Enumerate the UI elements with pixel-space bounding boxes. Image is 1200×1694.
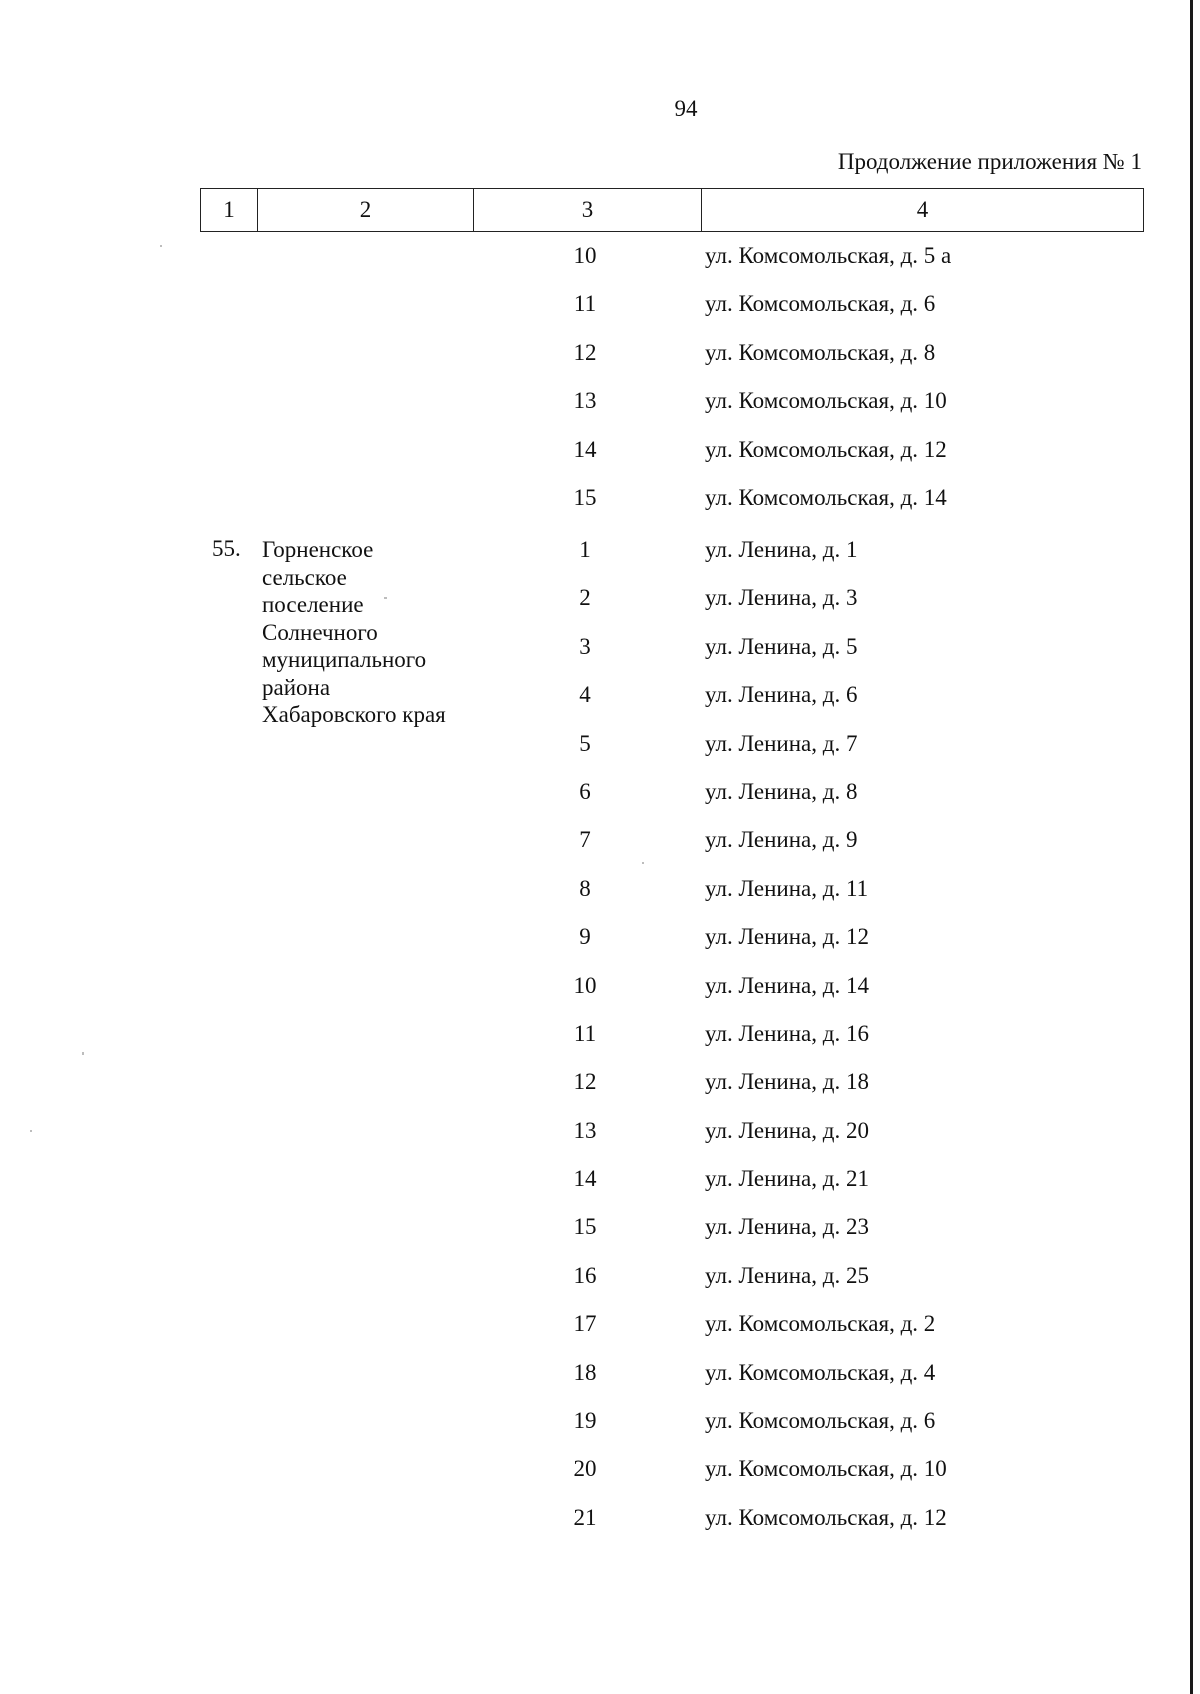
row-number: 12	[573, 339, 597, 365]
row-address: ул. Ленина, д. 3	[705, 585, 858, 611]
table-row	[200, 1404, 1144, 1452]
row-number: 5	[579, 730, 591, 756]
row-address: ул. Комсомольская, д. 14	[705, 484, 947, 510]
row-number: 15	[573, 484, 597, 510]
table-row	[200, 481, 1144, 529]
table-row	[200, 920, 1144, 968]
table-row	[200, 872, 1144, 920]
row-number: 7	[579, 827, 591, 853]
row-address: ул. Ленина, д. 25	[705, 1262, 869, 1288]
row-address: ул. Комсомольская, д. 4	[705, 1359, 936, 1385]
row-number: 11	[573, 1020, 597, 1046]
row-number: 9	[579, 924, 591, 950]
row-number: 17	[573, 1311, 597, 1337]
row-address: ул. Ленина, д. 18	[705, 1069, 869, 1095]
section-index: 55.	[212, 536, 241, 561]
table-row	[200, 1017, 1144, 1065]
table-row	[200, 581, 1144, 629]
row-address: ул. Ленина, д. 20	[705, 1117, 869, 1143]
table-row	[200, 1210, 1144, 1258]
row-address: ул. Ленина, д. 6	[705, 682, 858, 708]
table-row	[200, 336, 1144, 384]
row-address: ул. Ленина, д. 5	[705, 633, 858, 659]
table-row	[200, 1307, 1144, 1355]
table-row	[200, 630, 1144, 678]
row-number: 11	[573, 291, 597, 317]
row-address: ул. Ленина, д. 7	[705, 730, 858, 756]
scan-speck	[160, 245, 162, 247]
row-number: 15	[573, 1214, 597, 1240]
row-number: 16	[573, 1262, 597, 1288]
header-col-4: 4	[916, 197, 929, 222]
row-number: 12	[573, 1069, 597, 1095]
section-name-line: Хабаровского края	[262, 702, 446, 727]
row-address: ул. Комсомольская, д. 5 а	[705, 243, 952, 268]
scan-speck	[384, 597, 387, 599]
row-address: ул. Ленина, д. 14	[705, 972, 869, 998]
scan-speck	[82, 1052, 84, 1055]
table-row	[200, 823, 1144, 871]
row-address: ул. Комсомольская, д. 12	[705, 1504, 947, 1530]
row-number: 8	[579, 875, 591, 901]
row-number: 10	[573, 243, 597, 268]
scan-speck	[30, 1130, 32, 1132]
row-address: ул. Ленина, д. 23	[705, 1214, 869, 1240]
section-name-line: Горненское	[262, 537, 374, 562]
table-row	[200, 775, 1144, 823]
table-row	[200, 533, 1144, 581]
section-name-line: муниципального	[262, 647, 427, 672]
table-row	[200, 1162, 1144, 1210]
scan-edge-line	[1190, 0, 1193, 1694]
row-number: 6	[579, 778, 591, 804]
row-address: ул. Ленина, д. 1	[705, 537, 858, 562]
row-address: ул. Комсомольская, д. 6	[705, 1408, 936, 1434]
row-number: 21	[573, 1504, 597, 1530]
table-header	[200, 188, 1144, 232]
table-row	[200, 1259, 1144, 1307]
header-col-1: 1	[201, 189, 258, 231]
row-number: 4	[579, 682, 591, 708]
table-row	[200, 1114, 1144, 1162]
table-row	[200, 1452, 1144, 1500]
table-row	[200, 678, 1144, 726]
table-row	[200, 969, 1144, 1017]
table-row	[200, 727, 1144, 775]
entries-continued	[200, 239, 1144, 529]
row-address: ул. Ленина, д. 16	[705, 1020, 869, 1046]
row-address: ул. Ленина, д. 12	[705, 924, 869, 950]
table-row	[200, 1065, 1144, 1113]
row-number: 18	[573, 1359, 597, 1385]
row-number: 19	[573, 1408, 597, 1434]
row-address: ул. Ленина, д. 11	[705, 875, 869, 901]
row-number: 13	[573, 1117, 597, 1143]
row-address: ул. Комсомольская, д. 8	[705, 339, 936, 365]
row-number: 10	[573, 972, 597, 998]
row-number: 14	[573, 436, 597, 462]
section-name-line: поселение	[262, 592, 364, 617]
page-number: 94	[674, 96, 698, 121]
row-address: ул. Комсомольская, д. 10	[705, 388, 947, 414]
header-col-2: 2	[258, 189, 474, 231]
table-row	[200, 287, 1144, 335]
table-row	[200, 433, 1144, 481]
scan-speck	[642, 862, 644, 864]
row-address: ул. Комсомольская, д. 2	[705, 1311, 936, 1337]
table-row	[200, 384, 1144, 432]
entries-section-55	[200, 533, 1144, 1549]
row-address: ул. Комсомольская, д. 12	[705, 436, 947, 462]
section-name-line: Солнечного	[262, 619, 378, 645]
row-number: 13	[573, 388, 597, 414]
table-row	[200, 1501, 1144, 1549]
row-address: ул. Ленина, д. 21	[705, 1166, 869, 1192]
row-address: ул. Ленина, д. 8	[705, 778, 858, 804]
row-number: 1	[579, 537, 591, 562]
row-number: 2	[579, 585, 591, 611]
header-col-3: 3	[474, 189, 702, 231]
continuation-caption: Продолжение приложения № 1	[837, 149, 1142, 174]
section-name-line: района	[262, 674, 331, 700]
table-row	[200, 239, 1144, 287]
section-name-line: сельское	[262, 564, 347, 590]
row-address: ул. Ленина, д. 9	[705, 827, 858, 853]
row-number: 3	[579, 633, 591, 659]
row-number: 20	[573, 1456, 597, 1482]
row-address: ул. Комсомольская, д. 10	[705, 1456, 947, 1482]
table-row	[200, 1356, 1144, 1404]
row-number: 14	[573, 1166, 597, 1192]
row-address: ул. Комсомольская, д. 6	[705, 291, 936, 317]
